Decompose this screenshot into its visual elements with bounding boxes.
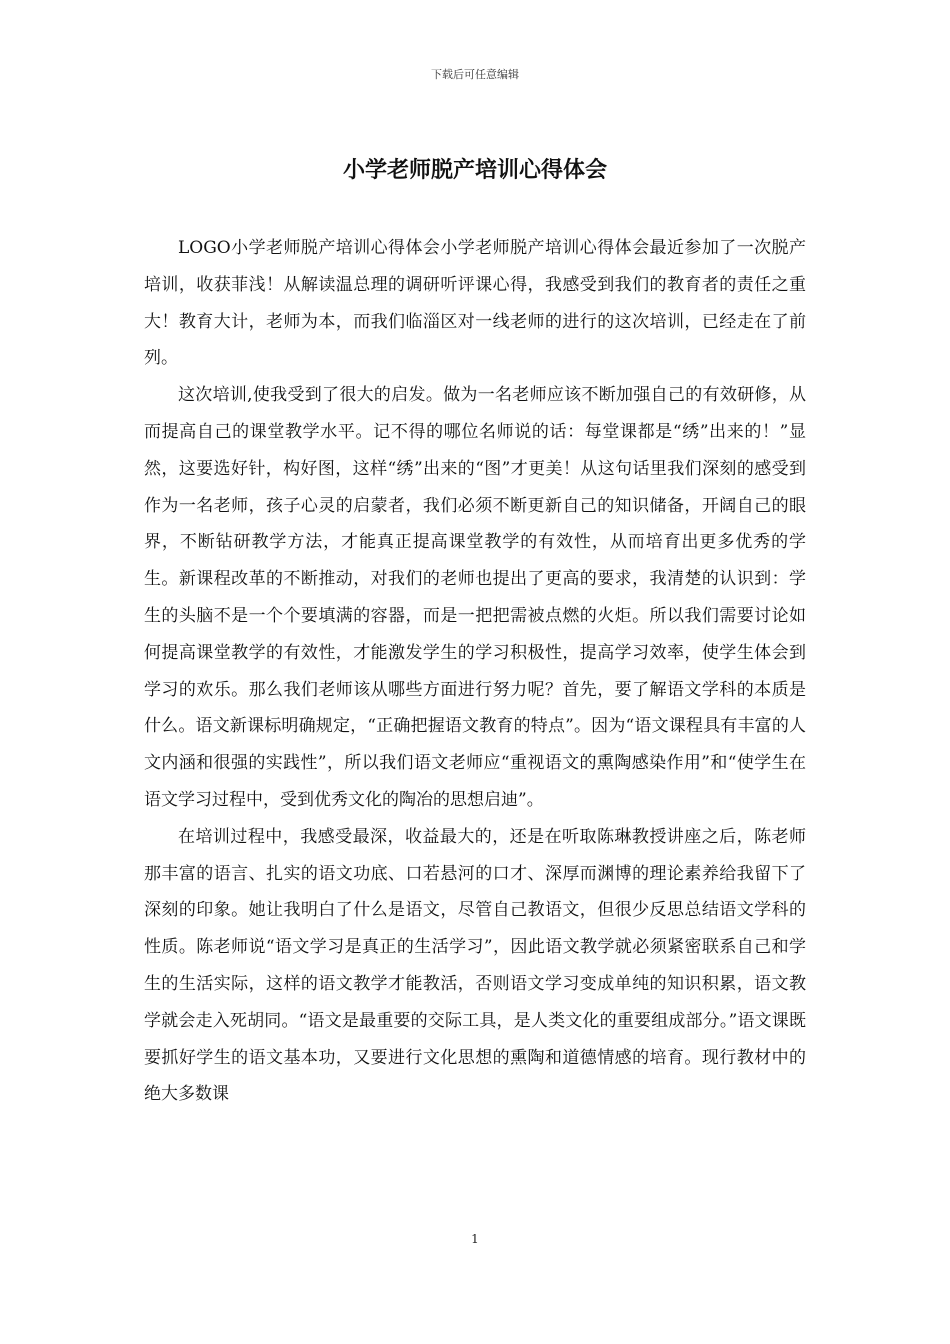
paragraph-1: LOGO小学老师脱产培训心得体会小学老师脱产培训心得体会最近参加了一次脱产培训，收获菲浅！从解读温总理的调研听评课心得，我感受到我们的教育者的责任之重大！教育大计，老师为本，而我们临淄区对一线老师的进行的这次培训，已经走在了前列。 [144, 238, 806, 369]
document-body [144, 230, 806, 1113]
paragraph-3: 在培训过程中，我感受最深，收益最大的，还是在听取陈琳教授讲座之后，陈老师那丰富的语言、扎实的语文功底、口若悬河的口才、深厚而渊博的理论素养给我留下了深刻的印象。她让我明白了什么是语文，尽管自己教语文，但很少反思总结语文学科的性质。陈老师说“语文学习是真正的生活学习”，因此语文教学就必须紧密联系自己和学生的生活实际，这样的语文教学才能教活，否则语文学习变成单纯的知识积累，语文教学就会走入死胡同。“语文是最重要的交际工具，是人类文化的重要组成部分。”语文课既要抓好学生的语文基本功，又要进行文化思想的熏陶和道德情感的培育。现行教材中的绝大多数课 [144, 826, 806, 1105]
paragraph-2: 这次培训,使我受到了很大的启发。做为一名老师应该不断加强自己的有效研修，从而提高自己的课堂教学水平。记不得的哪位名师说的话：每堂课都是“绣”出来的！”显然，这要选好针，构好图，这样“绣”出来的“图”才更美！从这句话里我们深刻的感受到作为一名老师，孩子心灵的启蒙者，我们必须不断更新自己的知识储备，开阔自己的眼界，不断钻研教学方法，才能真正提高课堂教学的有效性，从而培育出更多优秀的学生。新课程改革的不断推动，对我们的老师也提出了更高的要求，我清楚的认识到：学生的头脑不是一个个要填满的容器，而是一把把需被点燃的火炬。所以我们需要讨论如何提高课堂教学的有效性，才能激发学生的学习积极性，提高学习效率，使学生体会到学习的欢乐。那么我们老师该从哪些方面进行努力呢？首先，要了解语文学科的本质是什么。语文新课标明确规定，“正确把握语文教育的特点”。因为“语文课程具有丰富的人文内涵和很强的实践性”，所以我们语文老师应“重视语文的熏陶感染作用”和“使学生在语文学习过程中，受到优秀文化的陶冶的思想启迪”。 [144, 385, 806, 810]
header-note: 下载后可任意编辑 [431, 68, 519, 81]
page-number: 1 [471, 1232, 479, 1246]
document-title: 小学老师脱产培训心得体会 [342, 157, 607, 183]
